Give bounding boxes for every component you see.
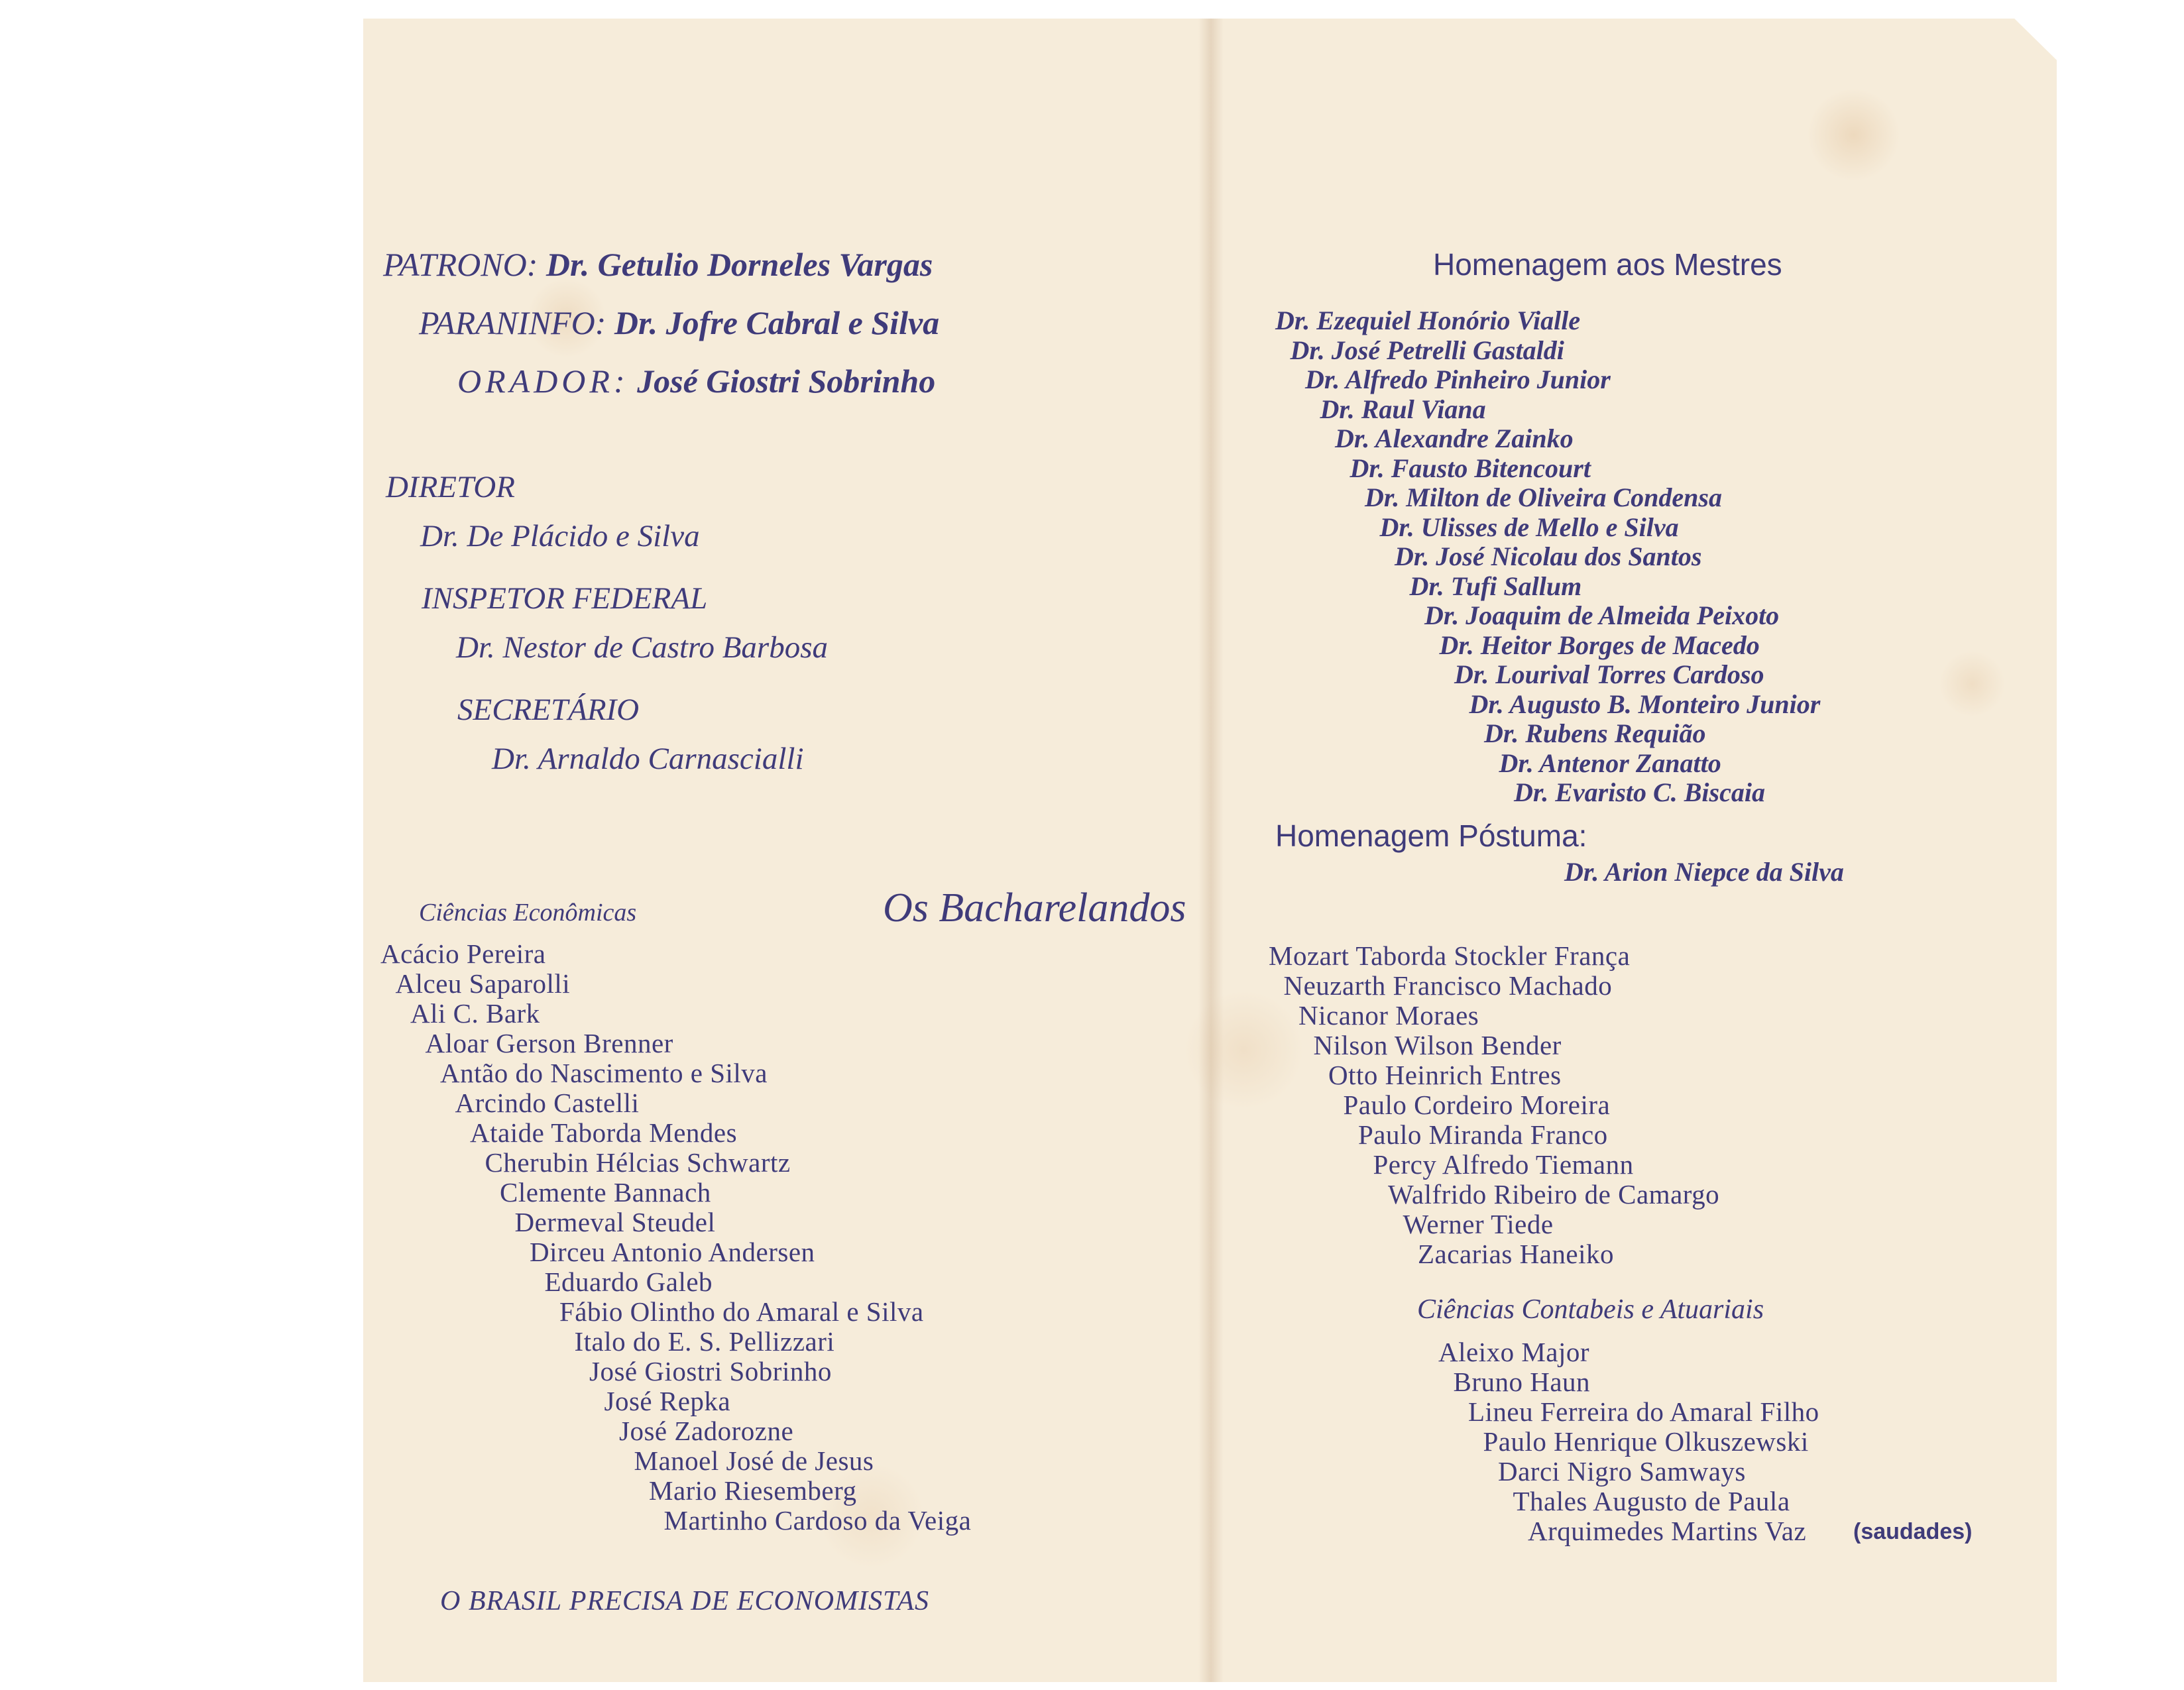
inspetor-label: INSPETOR FEDERAL: [422, 581, 708, 616]
mestre-name: Dr. Fausto Bitencourt: [1350, 453, 1591, 483]
center-fold: [1198, 19, 1224, 1682]
student-name: Eduardo Galeb: [544, 1267, 713, 1297]
saudades-note: (saudades): [1853, 1519, 1973, 1544]
student-name: Paulo Miranda Franco: [1358, 1119, 1608, 1150]
mestre-name: Dr. José Nicolau dos Santos: [1395, 541, 1702, 571]
student-name: Clemente Bannach: [500, 1177, 711, 1208]
student-name: Darci Nigro Samways: [1498, 1456, 1746, 1487]
student-name: Cherubin Hélcias Schwartz: [485, 1147, 791, 1178]
student-name: Arcindo Castelli: [455, 1088, 640, 1118]
mestre-name: Dr. Milton de Oliveira Condensa: [1365, 482, 1722, 512]
motto: O BRASIL PRECISA DE ECONOMISTAS: [440, 1586, 929, 1616]
mestre-name: Dr. Lourival Torres Cardoso: [1454, 659, 1764, 689]
student-name: Paulo Henrique Olkuszewski: [1483, 1426, 1809, 1457]
student-name: Dirceu Antonio Andersen: [530, 1237, 815, 1267]
student-name: José Repka: [604, 1386, 731, 1416]
mestre-name: Dr. Alexandre Zainko: [1335, 423, 1574, 453]
mestre-name: Dr. José Petrelli Gastaldi: [1290, 335, 1564, 365]
student-name: Ali C. Bark: [410, 998, 540, 1029]
student-name: Arquimedes Martins Vaz: [1528, 1516, 1807, 1546]
mestre-name: Dr. Ezequiel Honório Vialle: [1275, 306, 1581, 335]
student-name: Neuzarth Francisco Machado: [1283, 970, 1613, 1001]
student-name: Mozart Taborda Stockler França: [1269, 940, 1631, 971]
secretario-label: SECRETÁRIO: [457, 693, 640, 727]
student-name: Nicanor Moraes: [1298, 1000, 1479, 1031]
student-name: Fábio Olintho do Amaral e Silva: [559, 1296, 924, 1327]
mestre-name: Dr. Joaquim de Almeida Peixoto: [1424, 600, 1780, 630]
student-name: José Giostri Sobrinho: [589, 1356, 832, 1386]
mestre-name: Dr. Antenor Zanatto: [1499, 748, 1721, 778]
student-name: Thales Augusto de Paula: [1513, 1486, 1790, 1516]
student-name: Aloar Gerson Brenner: [425, 1028, 673, 1058]
student-name: Percy Alfredo Tiemann: [1373, 1149, 1634, 1180]
student-name: Paulo Cordeiro Moreira: [1343, 1090, 1611, 1120]
student-name: Zacarias Haneiko: [1418, 1239, 1614, 1269]
student-name: Alceu Saparolli: [395, 968, 571, 999]
mestre-name: Dr. Raul Viana: [1320, 394, 1486, 424]
student-name: Nilson Wilson Bender: [1313, 1030, 1562, 1060]
orador-name: José Giostri Sobrinho: [637, 363, 936, 400]
postuma-name: Dr. Arion Niepce da Silva: [1564, 857, 1844, 887]
orador-line: [457, 362, 935, 400]
paraninfo-line: [419, 304, 939, 342]
bacharelandos-title: Os Bacharelandos: [883, 885, 1186, 930]
orador-label: ORADOR:: [457, 363, 629, 400]
postuma-title: Homenagem Póstuma:: [1275, 818, 1587, 853]
student-name: Mario Riesemberg: [649, 1475, 857, 1506]
mestres-title: Homenagem aos Mestres: [1433, 247, 1782, 282]
course-title-economicas: Ciências Econômicas: [419, 899, 637, 927]
student-name: Bruno Haun: [1453, 1367, 1591, 1397]
student-name: Dermeval Steudel: [514, 1207, 716, 1237]
student-name: Werner Tiede: [1403, 1209, 1554, 1239]
patrono-name: Dr. Getulio Dorneles Vargas: [546, 246, 933, 283]
student-name: Lineu Ferreira do Amaral Filho: [1468, 1396, 1819, 1427]
mestre-name: Dr. Heitor Borges de Macedo: [1439, 630, 1760, 660]
patrono-label: PATRONO:: [383, 246, 538, 283]
student-name: José Zadorozne: [619, 1416, 794, 1446]
student-name: Italo do E. S. Pellizzari: [574, 1326, 835, 1357]
student-name: Walfrido Ribeiro de Camargo: [1388, 1179, 1720, 1210]
student-name: Aleixo Major: [1438, 1337, 1590, 1367]
paraninfo-name: Dr. Jofre Cabral e Silva: [614, 304, 940, 341]
student-name: Ataide Taborda Mendes: [470, 1117, 738, 1148]
contabeis-title: Ciências Contabeis e Atuariais: [1417, 1294, 1764, 1325]
secretario-name: Dr. Arnaldo Carnascialli: [492, 742, 804, 776]
mestre-name: Dr. Augusto B. Monteiro Junior: [1469, 689, 1821, 719]
student-name: Martinho Cardoso da Veiga: [663, 1505, 972, 1536]
student-name: Antão do Nascimento e Silva: [440, 1058, 768, 1088]
mestre-name: Dr. Rubens Requião: [1484, 718, 1706, 748]
mestre-name: Dr. Ulisses de Mello e Silva: [1379, 512, 1679, 542]
student-name: Acácio Pereira: [380, 938, 546, 969]
student-name: Manoel José de Jesus: [634, 1445, 874, 1476]
diretor-name: Dr. De Plácido e Silva: [420, 519, 700, 553]
diretor-label: DIRETOR: [386, 470, 515, 504]
inspetor-name: Dr. Nestor de Castro Barbosa: [456, 630, 829, 665]
mestre-name: Dr. Alfredo Pinheiro Junior: [1305, 365, 1611, 394]
mestre-name: Dr. Tufi Sallum: [1409, 571, 1582, 601]
patrono-line: [383, 245, 933, 284]
mestre-name: Dr. Evaristo C. Biscaia: [1514, 777, 1765, 807]
paraninfo-label: PARANINFO:: [419, 304, 606, 341]
student-name: Otto Heinrich Entres: [1328, 1060, 1562, 1090]
